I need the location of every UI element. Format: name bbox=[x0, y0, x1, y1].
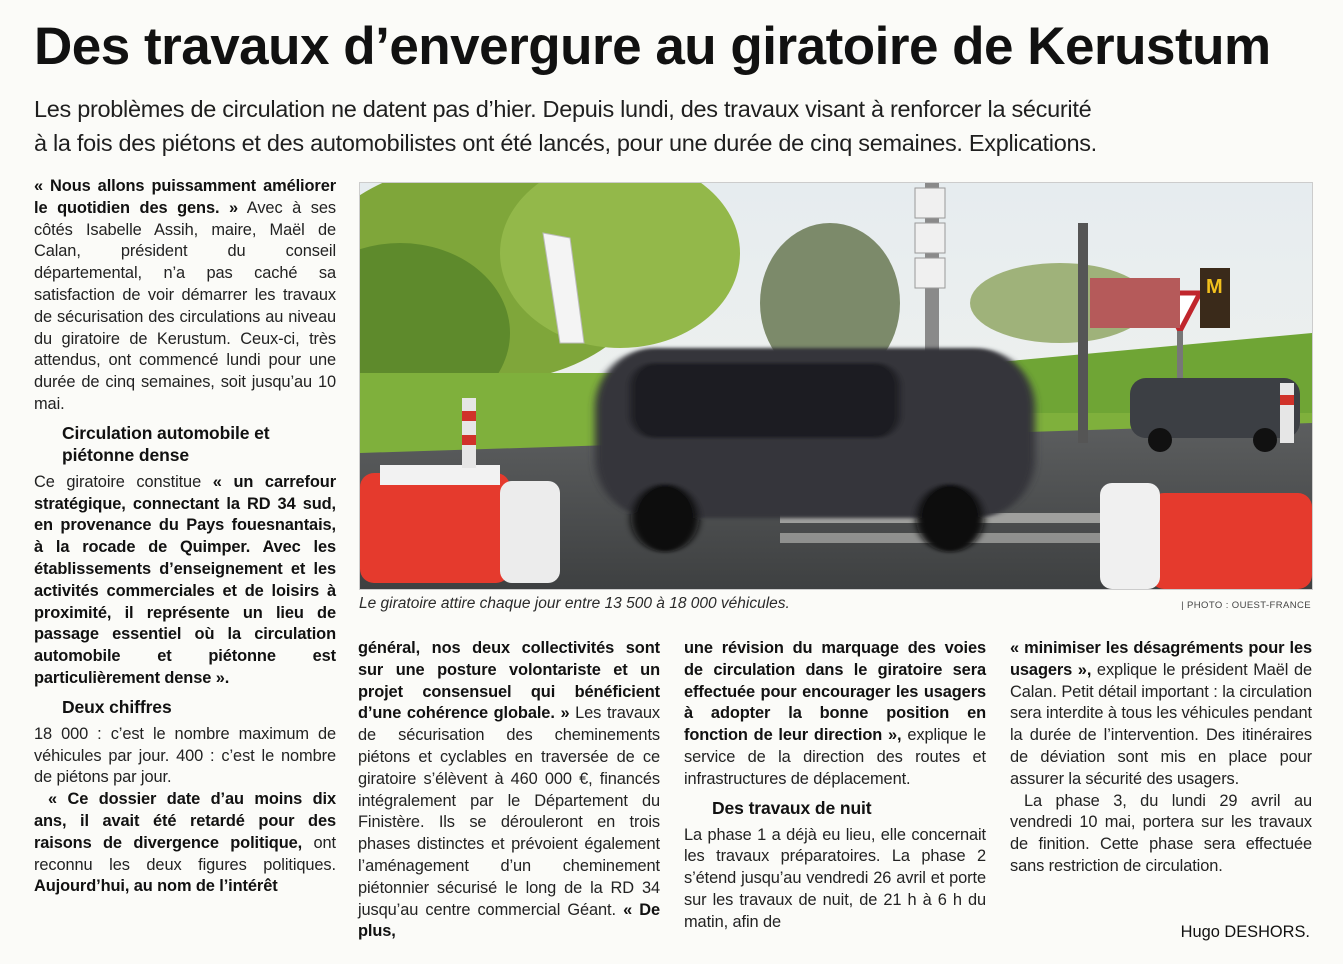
article-column-1 bbox=[34, 176, 336, 898]
body-text: Avec à ses côtés Isabelle Assih, maire, Maël de Calan, président du conseil départemental, n’a pas caché sa satisfaction de voir démarrer les travaux de sécurisation des circulations au niveau du giratoire de Kerustum. Ceux-ci, très attendus, ont commencé lundi pour une durée de cinq semaines, soit jusqu’au 10 mai. bbox=[34, 198, 337, 413]
paragraph bbox=[34, 724, 336, 789]
article-column-4 bbox=[1010, 638, 1312, 878]
paragraph bbox=[34, 472, 336, 690]
article-column-3 bbox=[684, 638, 986, 934]
paragraph bbox=[358, 638, 660, 943]
paragraph bbox=[684, 638, 986, 791]
paragraph bbox=[34, 176, 336, 416]
paragraph bbox=[684, 825, 986, 934]
subheading: Circulation automobile et piétonne dense bbox=[62, 422, 270, 465]
quote: une révision du marquage des voies de circulation dans le giratoire sera effectuée pour encourager les usagers à adopter la bonne position en fonction de leur direction », bbox=[684, 639, 986, 745]
body-text: ont reconnu les deux figures politiques. bbox=[34, 833, 336, 874]
quote: « Ce dossier date d’au moins dix ans, il avait été retardé pour des raisons de divergence politique, bbox=[34, 790, 336, 852]
subheading: Des travaux de nuit bbox=[712, 797, 872, 818]
body-text: 18 000 : c’est le nombre maximum de véhicules par jour. 400 : c’est le nombre de piétons par jour. bbox=[34, 724, 336, 787]
paragraph bbox=[1010, 638, 1312, 791]
body-text: La phase 3, du lundi 29 avril au vendredi 10 mai, portera sur les travaux de finition. Cette phase sera effectuée sans restriction de circulation. bbox=[1010, 791, 1312, 875]
quote: Aujourd’hui, au nom de l’intérêt bbox=[34, 877, 278, 896]
quote: général, nos deux collectivités sont sur une posture volontariste et un projet consensuel qui bénéficient d’une cohérence globale. » bbox=[358, 639, 660, 723]
article-column-2 bbox=[358, 638, 660, 943]
body-text: explique le président Maël de Calan. Petit détail important : la circulation sera interdite à tous les véhicules pendant la durée de l’intervention. Des itinéraires de déviation sont mis en place pour assurer la sécurité des usagers. bbox=[1010, 660, 1312, 788]
body-text: explique le service de la direction des routes et infrastructures de déplacement. bbox=[684, 726, 986, 788]
headline: Des travaux d’envergure au giratoire de Kerustum bbox=[34, 17, 1271, 76]
lede-line-1: Les problèmes de circulation ne datent pas d’hier. Depuis lundi, des travaux visant à renforcer la sécurité bbox=[34, 96, 1092, 122]
quote: « un carrefour stratégique, connectant la RD 34 sud, en provenance du Pays fouesnantais, à la rocade de Quimper. Avec les établissements d’enseignement et les activités commerciales et de loisirs à proximité, il représente un lieu de passage essentiel où la circulation automobile et piétonne est particulièrement dense ». bbox=[34, 472, 336, 687]
paragraph bbox=[34, 789, 336, 898]
paragraph bbox=[1010, 791, 1312, 878]
quote: « Nous allons puissamment améliorer le quotidien des gens. » bbox=[34, 177, 336, 217]
caption-text: Le giratoire attire chaque jour entre 13 500 à 18 000 véhicules. bbox=[359, 595, 790, 612]
subheading: Deux chiffres bbox=[62, 696, 172, 717]
author-signature: Hugo DESHORS. bbox=[1180, 923, 1310, 941]
article-photo bbox=[359, 182, 1313, 590]
lede bbox=[34, 92, 1274, 160]
body-text: Ce giratoire constitue bbox=[34, 472, 213, 491]
body-text: Les travaux de sécurisation des cheminements piétons et cyclables en traversée de ce giratoire s’élèvent à 460 000 €, financés intégralement par le Département du Finistère. Ils se dérouleront en trois phases distinctes et prévoient également l’aménagement d’un cheminement piétonnier sécurisé le long de la RD 34 jusqu’au centre commercial Géant. bbox=[358, 704, 660, 919]
quote: « De plus, bbox=[358, 900, 660, 941]
body-text: La phase 1 a déjà eu lieu, elle concernait les travaux préparatoires. La phase 2 s’étend jusqu’au vendredi 26 avril et porte sur les travaux de nuit, de 21 h à 6 h du matin, afin de bbox=[684, 825, 986, 931]
svg-text:M: M bbox=[1206, 276, 1223, 298]
photo-caption bbox=[359, 593, 1311, 615]
lede-line-2: à la fois des piétons et des automobilistes ont été lancés, pour une durée de cinq semaines. Explications. bbox=[34, 130, 1097, 156]
roundabout-photo-illustration bbox=[360, 183, 1312, 589]
quote: « minimiser les désagréments pour les usagers », bbox=[1010, 639, 1312, 679]
photo-credit: | PHOTO : OUEST-FRANCE bbox=[1181, 600, 1311, 611]
